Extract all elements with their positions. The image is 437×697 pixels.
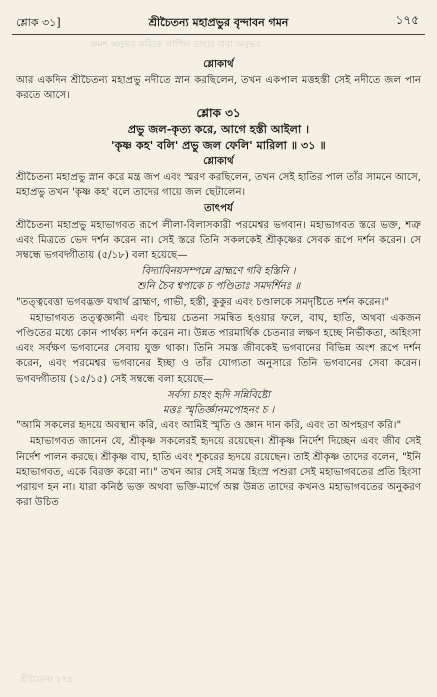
bleed-through-text: শ্রীচৈতন্য ১৭৫	[20, 675, 74, 685]
page-header	[0, 0, 437, 44]
verse-title: শ্লোক ৩১	[196, 105, 241, 120]
page-body	[16, 56, 421, 687]
sanskrit-quote-line: সর্বস্য চাহং হৃদি সন্নিবিষ্টো	[166, 389, 271, 401]
paragraph: মহাভাগবত তত্ত্বজ্ঞানী এবং চিন্ময় চেতনা সমন্বিত হওয়ার ফলে, বাঘ, হাতি, অথবা একজন পণ্ডিতের মধ্যে কোন পার্থক্য দর্শন করেন না। উন্নত পারমার্থিক চেতনার লক্ষণ হচ্ছে নির্ভীকতা, অহিংসা এবং সর্বক্ষণ ভগবানের সেবায় যুক্ত থাকা। তিনি সমস্ত জীবকেই ভগবানের বিভিন্ন অংশ রূপে দর্শন করেন, এবং পরমেশ্বর ভগবানের ইচ্ছা ও তাঁর যোগ্যতা অনুসারে তিনি ভগবানের সেবা করেন। ভগবদ্গীতায় (১৫/১৫) সেই সম্বন্ধে বলা হয়েছে—	[16, 312, 421, 385]
sanskrit-quote-line: শুনি চৈব শ্বপাকে চ পণ্ডিতাঃ সমদর্শিনঃ ॥	[136, 281, 301, 293]
paragraph: আর একদিন শ্রীচৈতন্য মহাপ্রভু নদীতে স্নান করছিলেন, তখন একপাল মত্তহস্তী সেই নদীতে জল পান করতে আসে।	[16, 75, 421, 102]
paragraph: "তত্ত্ববেত্তা ভগবদ্ভক্ত যথার্থ ব্রাহ্মণ, গাভী, হস্তী, কুকুর এবং চণ্ডালকে সমদৃষ্টিতে দর্শন করেন।"	[16, 296, 390, 308]
translation-heading: শ্লোকার্থ	[203, 154, 234, 167]
verse-reference: শ্লোক ৩১]	[16, 16, 61, 29]
paragraph: শ্রীচৈতন্য মহাপ্রভু স্নান করে মন্ত্র জপ এবং স্মরণ করছিলেন, তখন সেই হাতির পাল তাঁর সামনে আসে, মহাপ্রভু তখন 'কৃষ্ণ কহ' বলে তাদের গায়ে জল ছেটালেন।	[16, 172, 421, 199]
translation-heading: শ্লোকার্থ	[203, 58, 234, 70]
verse-line: 'কৃষ্ণ কহ' বলি' প্রভু জল ফেলি' মারিলা ॥ ৩১ ॥	[111, 137, 326, 152]
sanskrit-quote-line: মত্তঃ স্মৃতির্জ্ঞানমপোহনং চ ।	[162, 405, 275, 417]
bleed-through-text: ক্রমশ অনুভব করিতে লাগিল তাহার বাবা অনুভব	[90, 40, 261, 50]
page-number: ১৭৫	[395, 13, 419, 27]
paragraph: "আমি সকলের হৃদয়ে অবস্থান করি, এবং আমিই স্মৃতি ও জ্ঞান দান করি, এবং তা অপহরণ করি।"	[16, 420, 402, 432]
sanskrit-quote-line: বিদ্যাবিনয়সম্পন্নে ব্রাহ্মণে গবি হস্তিনি ।	[141, 266, 296, 278]
header-divider	[12, 34, 425, 35]
verse-line: প্রভু জল-কৃত্য করে, আগে হস্তী আইলা ।	[127, 121, 310, 136]
purport-heading: তাৎপর্য	[204, 202, 233, 215]
chapter-title: শ্রীচৈতন্য মহাপ্রভুর বৃন্দাবন গমন	[148, 16, 289, 29]
paragraph: শ্রীচৈতন্য মহাপ্রভু মহাভাগবত রূপে লীলা-বিলাসকারী পরমেশ্বর ভগবান। মহাভাগবত স্তরে ভক্ত, শত্রু এবং মিত্রতে ভেদ দর্শন করেন না। সেই স্তরে তিনি সকলকেই শ্রীকৃষ্ণের সেবক রূপে দর্শন করেন। সে সম্বন্ধে ভগবদ্গীতায় (৫/১৮) বলা হয়েছে—	[16, 219, 421, 262]
paragraph: মহাভাগবত জানেন যে, শ্রীকৃষ্ণ সকলেরই হৃদয়ে রয়েছেন। শ্রীকৃষ্ণ নির্দেশ দিচ্ছেন এবং জীব সেই নির্দেশ পালন করছে। শ্রীকৃষ্ণ বাঘ, হাতি এবং শূকরের হৃদয়ে রয়েছেন। তাই শ্রীকৃষ্ণ তাদের বলেন, "ইনি মহাভাগবত, একে বিরক্ত করো না।" তখন আর সেই সমস্ত হিংস্র পশুরা সেই মহাভাগবতের প্রতি হিংসা পরায়ণ হন না। যারা কনিষ্ঠ ভক্ত অথবা ভক্তি-মার্গে অল্প উন্নত তাদের কখনও মহাভাগবতের অনুকরণ করা উচিত	[16, 436, 421, 509]
